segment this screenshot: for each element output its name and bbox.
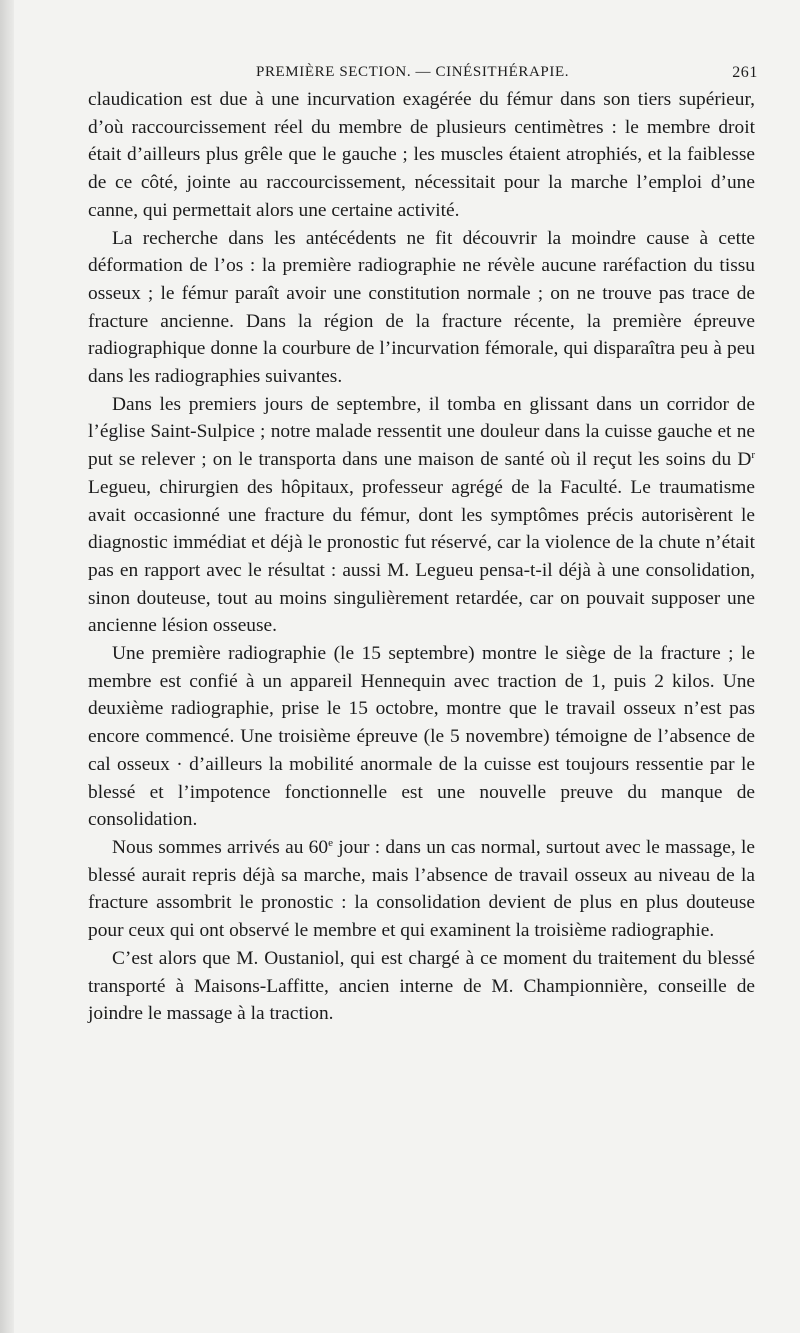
body-text <box>88 86 755 1028</box>
running-title: PREMIÈRE SECTION. — CINÉSITHÉRAPIE. <box>256 64 570 80</box>
ordinal-superscript: e <box>328 836 333 849</box>
paragraph-3-text-a: Dans les premiers jours de septembre, il tomba en glissant dans un corridor de l’église Saint-Sulpice ; notre malade ressentit une douleur dans la cuisse gauche et ne put se relever ; on le transporta dans une maison de santé où il reçut les soins du D <box>88 393 755 471</box>
paragraph-3 <box>88 391 755 640</box>
paragraph-6: C’est alors que M. Oustaniol, qui est chargé à ce moment du traitement du blessé transporté à Maisons-Laffitte, ancien interne de M. Championnière, conseille de joindre le massage à la traction. <box>88 947 755 1025</box>
doctor-abbrev-superscript: r <box>751 449 755 462</box>
book-page <box>88 60 758 1028</box>
paragraph-4: Une première radiographie (le 15 septembre) montre le siège de la fracture ; le membre est confié à un appareil Hennequin avec traction de 1, puis 2 kilos. Une deuxième radiographie, prise le 15 octobre, montre que le travail osseux n’est pas encore commencé. Une troisième épreuve (le 5 novembre) témoigne de l’absence de cal osseux · d’ailleurs la mobilité anormale de la cuisse est toujours ressentie par le blessé et l’impotence fonctionnelle est une nouvelle preuve du manque de consolidation. <box>88 643 755 831</box>
paragraph-3-text-b: Legueu, chirurgien des hôpitaux, professeur agrégé de la Faculté. Le traumatisme avait occasionné une fracture du fémur, dont les symptômes précis autorisèrent le diagnostic immédiat et déjà le pronostic fut réservé, car la violence de la chute n’était pas en rapport avec le résultat : aussi M. Legueu pensa-t-il déjà à une consolidation, sinon douteuse, tout au moins singulièrement retardée, car on pouvait supposer une ancienne lésion osseuse. <box>88 476 755 637</box>
page-number: 261 <box>732 64 758 81</box>
scan-edge <box>0 0 14 1333</box>
paragraph-5-text-a: Nous sommes arrivés au 60 <box>112 836 329 858</box>
paragraph-2: La recherche dans les antécédents ne fit découvrir la moindre cause à cette déformation de l’os : la première radiographie ne révèle aucune raréfaction du tissu osseux ; le fémur paraît avoir une constitution normale ; on ne trouve pas trace de fracture ancienne. Dans la région de la fracture récente, la première épreuve radiographique donne la courbure de l’incurvation fémorale, qui disparaîtra peu à peu dans les radiographies suivantes. <box>88 227 755 388</box>
paragraph-5-text-b: jour : dans un cas normal, surtout avec le massage, le blessé aurait repris déjà sa marche, mais l’absence de travail osseux au niveau de la fracture assombrit le pronostic : la consolidation devient de plus en plus douteuse pour ceux qui ont observé le membre et qui examinent la troisième radiographie. <box>88 836 755 942</box>
running-header <box>88 60 758 86</box>
paragraph-5 <box>88 834 755 945</box>
paragraph-1: claudication est due à une incurvation exagérée du fémur dans son tiers supérieur, d’où raccourcissement réel du membre de plusieurs centimètres : le membre droit était d’ailleurs plus grêle que le gauche ; les muscles étaient atrophiés, et la faiblesse de ce côté, jointe au raccourcissement, nécessitait pour la marche l’emploi d’une canne, qui permettait alors une certaine activité. <box>88 89 755 221</box>
